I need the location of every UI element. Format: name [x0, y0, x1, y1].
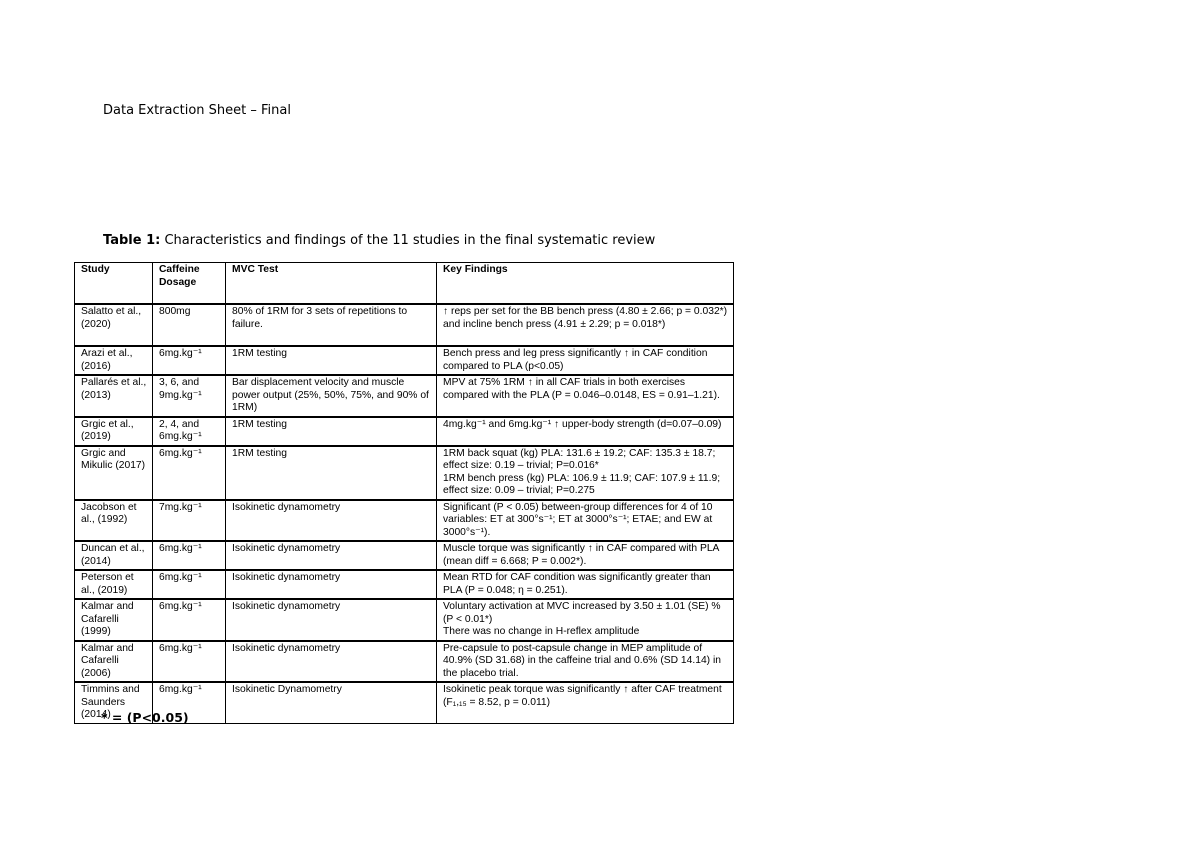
finding-line: Significant (P < 0.05) between-group differences for 4 of 10 variables: ET at 300°s⁻¹; ET at 3000°s⁻¹; ETAE; and EW at 3000°s⁻¹).: [443, 501, 713, 538]
key-findings-cell: [437, 375, 734, 417]
mvc-test-cell: 1RM testing: [226, 346, 437, 375]
table-row: [75, 641, 734, 683]
table-row: [75, 304, 734, 346]
finding-line: Isokinetic peak torque was significantly ↑ after CAF treatment (F₁,₁₅ = 8.52, p = 0.011): [443, 684, 722, 708]
key-findings-cell: [437, 570, 734, 599]
study-cell: Duncan et al., (2014): [75, 541, 153, 570]
mvc-test-cell: Isokinetic dynamometry: [226, 641, 437, 683]
finding-line: ↑ reps per set for the BB bench press (4.80 ± 2.66; p = 0.032*) and incline bench press (4.91 ± 2.29; p = 0.018*): [443, 306, 728, 330]
table-row: [75, 417, 734, 446]
table-header-row: [75, 263, 734, 305]
key-findings-cell: [437, 682, 734, 723]
key-findings-cell: [437, 500, 734, 542]
table-row: [75, 500, 734, 542]
study-cell: Arazi et al., (2016): [75, 346, 153, 375]
document-title: Data Extraction Sheet – Final: [103, 103, 291, 118]
dosage-cell: 800mg: [153, 304, 226, 346]
study-cell: Grgic and Mikulic (2017): [75, 446, 153, 500]
study-cell: Salatto et al., (2020): [75, 304, 153, 346]
finding-line: Voluntary activation at MVC increased by 3.50 ± 1.01 (SE) % (P < 0.01*): [443, 601, 721, 625]
dosage-cell: 6mg.kg⁻¹: [153, 446, 226, 500]
mvc-test-cell: 1RM testing: [226, 446, 437, 500]
key-findings-cell: [437, 304, 734, 346]
table-row: [75, 446, 734, 500]
dosage-cell: 7mg.kg⁻¹: [153, 500, 226, 542]
finding-line: 1RM bench press (kg) PLA: 106.9 ± 11.9; CAF: 107.9 ± 11.9; effect size: 0.09 – trivial; P=0.275: [443, 472, 721, 496]
mvc-test-cell: Isokinetic Dynamometry: [226, 682, 437, 723]
dosage-cell: 6mg.kg⁻¹: [153, 641, 226, 683]
table-caption: [103, 233, 655, 248]
table-row: [75, 375, 734, 417]
study-cell: Timmins and Saunders (2014): [75, 682, 153, 723]
key-findings-cell: [437, 599, 734, 641]
finding-line: MPV at 75% 1RM ↑ in all CAF trials in both exercises compared with the PLA (P = 0.046–0.0148, ES = 0.91–1.21).: [443, 377, 720, 401]
header-caffeine-dosage: Caffeine Dosage: [153, 263, 226, 305]
dosage-cell: 6mg.kg⁻¹: [153, 541, 226, 570]
dosage-cell: 6mg.kg⁻¹: [153, 682, 226, 723]
table-row: [75, 541, 734, 570]
caption-label: Table 1:: [103, 233, 161, 248]
table-row: [75, 346, 734, 375]
mvc-test-cell: Isokinetic dynamometry: [226, 500, 437, 542]
table-row: [75, 570, 734, 599]
table-row: [75, 599, 734, 641]
mvc-test-cell: 1RM testing: [226, 417, 437, 446]
study-cell: Peterson et al., (2019): [75, 570, 153, 599]
key-findings-cell: [437, 417, 734, 446]
key-findings-cell: [437, 346, 734, 375]
key-findings-cell: [437, 446, 734, 500]
studies-table: [74, 262, 734, 724]
finding-line: There was no change in H-reflex amplitude: [443, 626, 640, 637]
finding-line: Bench press and leg press significantly ↑ in CAF condition compared to PLA (p<0.05): [443, 348, 708, 372]
dosage-cell: 6mg.kg⁻¹: [153, 599, 226, 641]
dosage-cell: 2, 4, and 6mg.kg⁻¹: [153, 417, 226, 446]
finding-line: Pre-capsule to post-capsule change in MEP amplitude of 40.9% (SD 31.68) in the caffeine trial and 0.6% (SD 14.14) in the placebo trial.: [443, 642, 721, 679]
mvc-test-cell: Isokinetic dynamometry: [226, 599, 437, 641]
dosage-cell: 6mg.kg⁻¹: [153, 346, 226, 375]
mvc-test-cell: 80% of 1RM for 3 sets of repetitions to failure.: [226, 304, 437, 346]
study-cell: Grgic et al., (2019): [75, 417, 153, 446]
header-key-findings: Key Findings: [437, 263, 734, 305]
study-cell: Kalmar and Cafarelli (2006): [75, 641, 153, 683]
header-mvc-test: MVC Test: [226, 263, 437, 305]
finding-line: 4mg.kg⁻¹ and 6mg.kg⁻¹ ↑ upper-body strength (d=0.07–0.09): [443, 418, 722, 430]
study-cell: Kalmar and Cafarelli (1999): [75, 599, 153, 641]
caption-text: Characteristics and findings of the 11 studies in the final systematic review: [160, 233, 656, 248]
study-cell: Jacobson et al., (1992): [75, 500, 153, 542]
mvc-test-cell: Bar displacement velocity and muscle power output (25%, 50%, 75%, and 90% of 1RM): [226, 375, 437, 417]
significance-footnote: * = (P<0.05): [101, 710, 189, 725]
study-cell: Pallarés et al., (2013): [75, 375, 153, 417]
dosage-cell: 3, 6, and 9mg.kg⁻¹: [153, 375, 226, 417]
mvc-test-cell: Isokinetic dynamometry: [226, 541, 437, 570]
key-findings-cell: [437, 641, 734, 683]
finding-line: Mean RTD for CAF condition was significantly greater than PLA (P = 0.048; η = 0.251).: [443, 572, 711, 596]
dosage-cell: 6mg.kg⁻¹: [153, 570, 226, 599]
key-findings-cell: [437, 541, 734, 570]
mvc-test-cell: Isokinetic dynamometry: [226, 570, 437, 599]
finding-line: 1RM back squat (kg) PLA: 131.6 ± 19.2; CAF: 135.3 ± 18.7; effect size: 0.19 – trivial; P=0.016*: [443, 447, 716, 471]
finding-line: Muscle torque was significantly ↑ in CAF compared with PLA (mean diff = 6.668; P = 0.002*).: [443, 543, 719, 567]
table-body: [75, 304, 734, 723]
header-study: Study: [75, 263, 153, 305]
